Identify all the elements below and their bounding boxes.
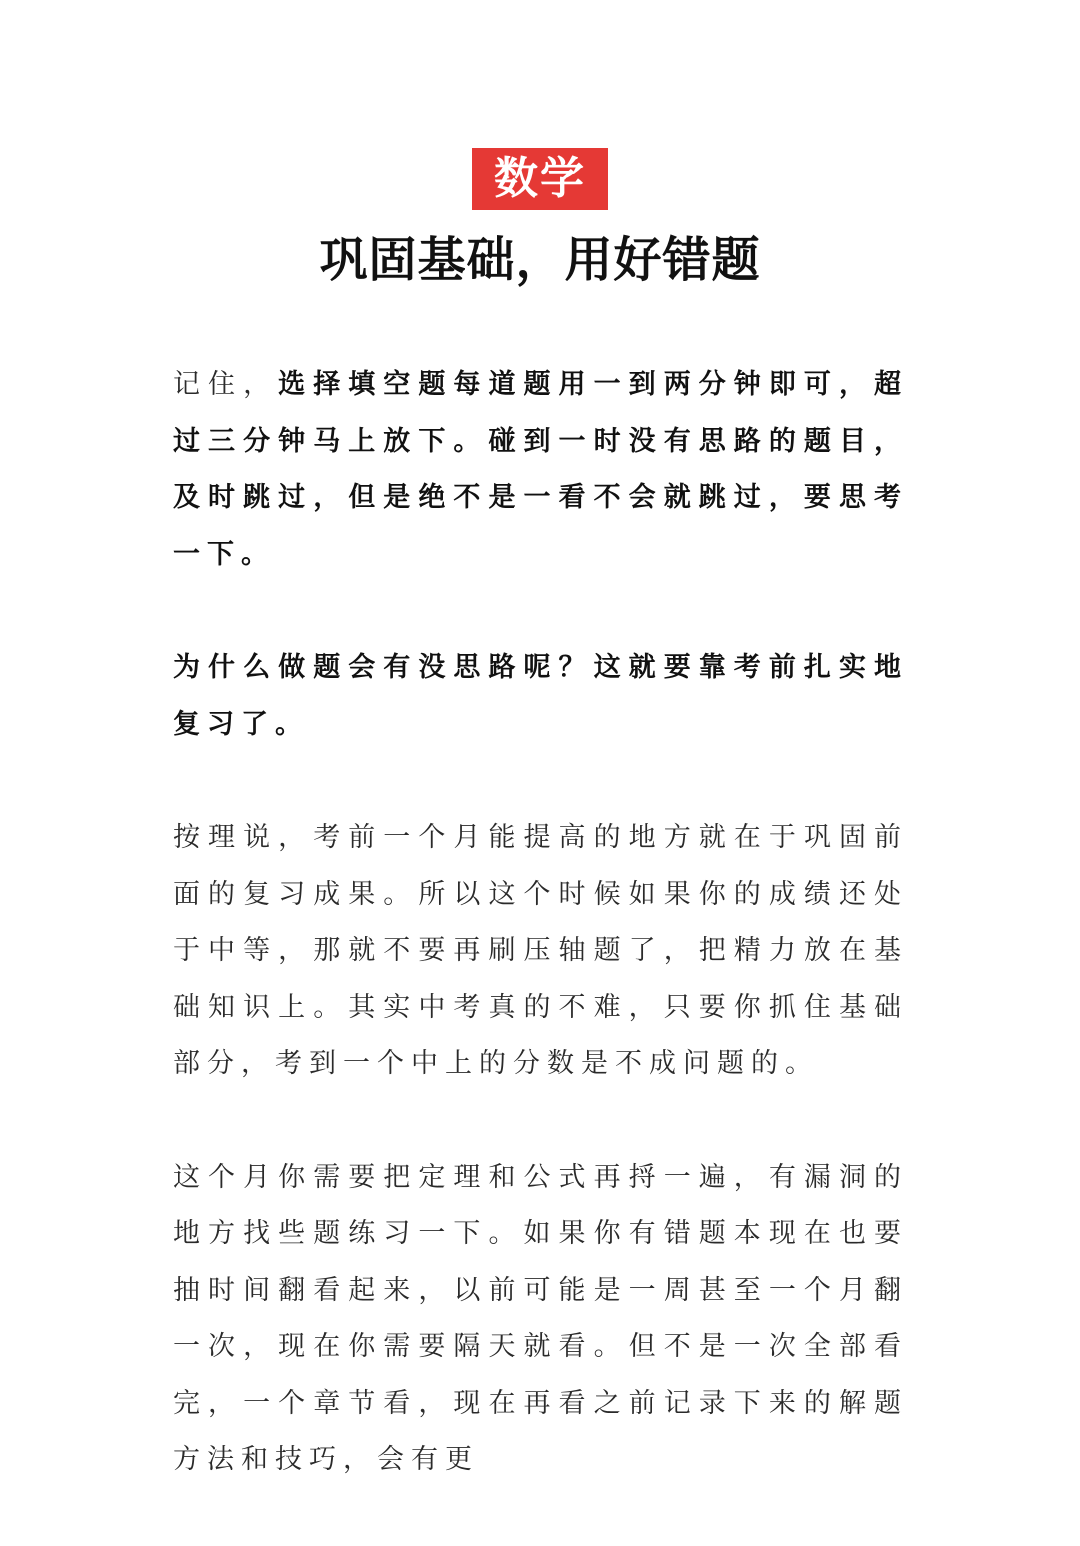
subject-tag: 数学 xyxy=(472,148,608,210)
paragraph-3: 按理说，考前一个月能提高的地方就在于巩固前面的复习成果。所以这个时候如果你的成绩还处于中等，那就不要再刷压轴题了，把精力放在基础知识上。其实中考真的不难，只要你抓住基础部分，考到一个中上的分数是不成问题的。 xyxy=(173,822,908,1079)
paragraph-4: 这个月你需要把定理和公式再捋一遍，有漏洞的地方找些题练习一下。如果你有错题本现在也要抽时间翻看起来，以前可能是一周甚至一个月翻一次，现在你需要隔天就看。但不是一次全部看完，一个章节看，现在再看之前记录下来的解题方法和技巧，会有更 xyxy=(173,1161,908,1475)
subject-tag-wrapper xyxy=(0,148,1080,210)
page-title: 巩固基础，用好错题 xyxy=(319,232,761,288)
paragraph-1-emphasis: 选择填空题每道题用一到两分钟即可，超过三分钟马上放下。碰到一时没有思路的题目，及时跳过，但是绝不是一看不会就跳过，要思考一下。 xyxy=(173,369,909,570)
article-body xyxy=(173,357,908,1546)
paragraph-1-lead: 记住， xyxy=(173,369,279,400)
paragraph-1 xyxy=(173,357,908,583)
paragraph-2: 为什么做题会有没思路呢？这就要靠考前扎实地复习了。 xyxy=(173,652,908,740)
